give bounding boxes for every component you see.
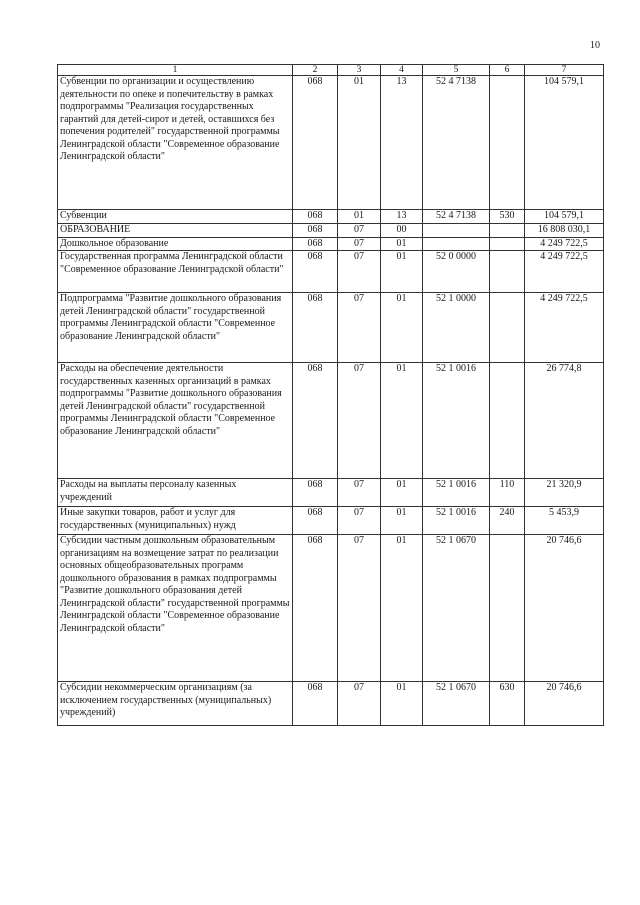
section-code: 07 <box>338 535 381 682</box>
amount: 4 249 722,5 <box>525 293 604 363</box>
grbs-code: 068 <box>293 535 338 682</box>
section-code: 07 <box>338 251 381 293</box>
expense-type-code: 110 <box>490 479 525 507</box>
target-article-code: 52 4 7138 <box>423 210 490 224</box>
target-article-code: 52 1 0016 <box>423 363 490 479</box>
grbs-code: 068 <box>293 237 338 251</box>
grbs-code: 068 <box>293 210 338 224</box>
table-row <box>58 224 604 238</box>
amount: 104 579,1 <box>525 210 604 224</box>
expense-type-code: 530 <box>490 210 525 224</box>
grbs-code: 068 <box>293 507 338 535</box>
grbs-code: 068 <box>293 76 338 210</box>
subsection-code: 01 <box>381 682 423 726</box>
table-row <box>58 682 604 726</box>
row-description: Субсидии некоммерческим организациям (за исключением государственных (муниципальных) учреждений) <box>58 682 293 726</box>
expense-type-code <box>490 293 525 363</box>
table-row <box>58 479 604 507</box>
column-header: 7 <box>525 65 604 76</box>
column-header: 3 <box>338 65 381 76</box>
section-code: 07 <box>338 507 381 535</box>
amount: 21 320,9 <box>525 479 604 507</box>
subsection-code: 01 <box>381 251 423 293</box>
row-description: Подпрограмма "Развитие дошкольного образования детей Ленинградской области" государственной программы Ленинградской области "Современное образование Ленинградской области" <box>58 293 293 363</box>
table-row <box>58 363 604 479</box>
expense-type-code <box>490 535 525 682</box>
row-description: Расходы на обеспечение деятельности государственных казенных организаций в рамках подпрограммы "Развитие дошкольного образования детей Ленинградской области" государственной программы Ленинградской области "Современное образование Ленинградской области" <box>58 363 293 479</box>
section-code: 07 <box>338 224 381 238</box>
row-description: Субвенции <box>58 210 293 224</box>
subsection-code: 00 <box>381 224 423 238</box>
amount: 20 746,6 <box>525 535 604 682</box>
grbs-code: 068 <box>293 293 338 363</box>
expense-type-code <box>490 76 525 210</box>
row-description: Государственная программа Ленинградской области "Современное образование Ленинградской области" <box>58 251 293 293</box>
column-number-row <box>58 65 604 76</box>
table-row <box>58 76 604 210</box>
expense-type-code <box>490 237 525 251</box>
section-code: 07 <box>338 237 381 251</box>
table-row <box>58 293 604 363</box>
amount: 104 579,1 <box>525 76 604 210</box>
expense-type-code: 240 <box>490 507 525 535</box>
column-header: 2 <box>293 65 338 76</box>
column-header: 1 <box>58 65 293 76</box>
grbs-code: 068 <box>293 251 338 293</box>
section-code: 07 <box>338 293 381 363</box>
expense-type-code <box>490 251 525 293</box>
target-article-code: 52 1 0016 <box>423 507 490 535</box>
grbs-code: 068 <box>293 479 338 507</box>
table-row <box>58 507 604 535</box>
section-code: 07 <box>338 682 381 726</box>
row-description: Расходы на выплаты персоналу казенных учреждений <box>58 479 293 507</box>
expense-type-code: 630 <box>490 682 525 726</box>
row-description: Субвенции по организации и осуществлению деятельности по опеке и попечительству в рамках подпрограммы "Реализация государственных гарантий для детей-сирот и детей, оставшихся без попечения родителей" государственной программы Ленинградской области "Современное образование Ленинградской области" <box>58 76 293 210</box>
page-number: 10 <box>590 40 600 51</box>
subsection-code: 01 <box>381 479 423 507</box>
target-article-code <box>423 237 490 251</box>
section-code: 01 <box>338 210 381 224</box>
amount: 5 453,9 <box>525 507 604 535</box>
subsection-code: 13 <box>381 210 423 224</box>
amount: 4 249 722,5 <box>525 251 604 293</box>
column-header: 6 <box>490 65 525 76</box>
subsection-code: 01 <box>381 363 423 479</box>
target-article-code: 52 0 0000 <box>423 251 490 293</box>
row-description: Дошкольное образование <box>58 237 293 251</box>
table-row <box>58 210 604 224</box>
section-code: 07 <box>338 363 381 479</box>
amount: 20 746,6 <box>525 682 604 726</box>
budget-table <box>57 64 604 726</box>
amount: 4 249 722,5 <box>525 237 604 251</box>
expense-type-code <box>490 363 525 479</box>
table-row <box>58 251 604 293</box>
target-article-code: 52 1 0670 <box>423 682 490 726</box>
section-code: 07 <box>338 479 381 507</box>
subsection-code: 13 <box>381 76 423 210</box>
target-article-code: 52 4 7138 <box>423 76 490 210</box>
amount: 26 774,8 <box>525 363 604 479</box>
amount: 16 808 030,1 <box>525 224 604 238</box>
target-article-code: 52 1 0016 <box>423 479 490 507</box>
section-code: 01 <box>338 76 381 210</box>
grbs-code: 068 <box>293 363 338 479</box>
expense-type-code <box>490 224 525 238</box>
row-description: ОБРАЗОВАНИЕ <box>58 224 293 238</box>
grbs-code: 068 <box>293 224 338 238</box>
target-article-code <box>423 224 490 238</box>
subsection-code: 01 <box>381 535 423 682</box>
target-article-code: 52 1 0000 <box>423 293 490 363</box>
target-article-code: 52 1 0670 <box>423 535 490 682</box>
table-row <box>58 535 604 682</box>
row-description: Иные закупки товаров, работ и услуг для государственных (муниципальных) нужд <box>58 507 293 535</box>
subsection-code: 01 <box>381 507 423 535</box>
subsection-code: 01 <box>381 237 423 251</box>
row-description: Субсидии частным дошкольным образовательным организациям на возмещение затрат по реализации основных общеобразовательных программ дошкольного образования в рамках подпрограммы "Развитие дошкольного образования детей Ленинградской области" государственной программы Ленинградской области "Современное образование Ленинградской области" <box>58 535 293 682</box>
column-header: 4 <box>381 65 423 76</box>
column-header: 5 <box>423 65 490 76</box>
subsection-code: 01 <box>381 293 423 363</box>
table-row <box>58 237 604 251</box>
grbs-code: 068 <box>293 682 338 726</box>
